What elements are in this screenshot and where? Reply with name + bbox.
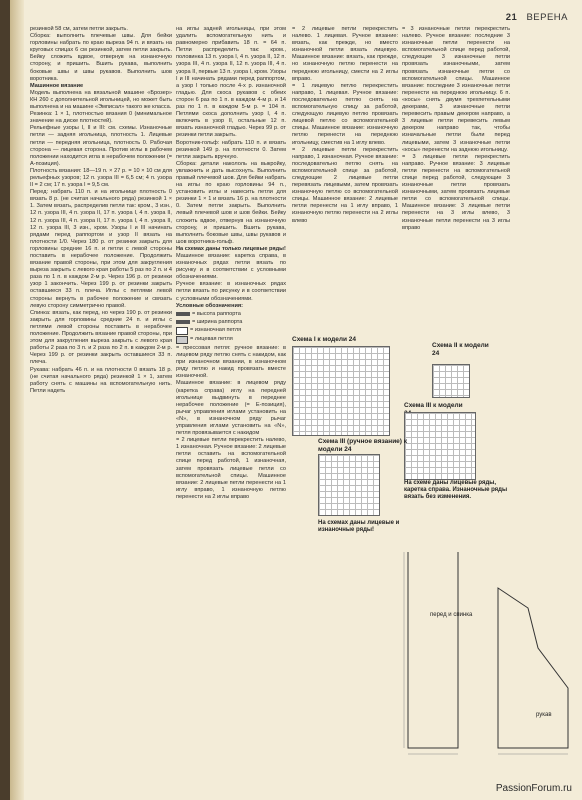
paragraph: Ручное вязание: в изнаночных рядах петли вязать по рисунку и в соответствии с условными обозначениями.	[176, 281, 286, 302]
paragraph: Машинное вязание: каретка справа, в изнаночных рядах петли вязать по рисунку и в соответствии с условными обозначениями.	[176, 253, 286, 281]
legend-item: = высота раппорта	[176, 311, 286, 318]
legend-item: = ширина раппорта	[176, 319, 286, 326]
paragraph: Модель выполнена на вязальной машине «Брозер» КН 260 с дополнительной игольницей, но может быть выполнена и на машине «Эмписал» такого же класса.	[30, 89, 172, 111]
paragraph: Сборка: детали накололь на выкройку, увлажнить и дать высохнуть. Выполнить правый плечевой шов. Для бейки набрать на иглы по краю горловины 94 п., установить иглы и навесить петли для резинки 1 × 1 и вязать 16 р. на плотности 0. Затем петли закрыть. Выполнить левый плечевой шов и шов бейки. Бейку сложить вдвое, отвернув на изнаночную сторону, и пришить. Вшить рукава, выполнить боковые швы, швы рукавов и шов воротника-гольф.	[176, 160, 286, 245]
sleeve-label: рукав	[536, 712, 552, 718]
legend-item: = изнаночная петля	[176, 327, 286, 335]
front-outline	[408, 552, 458, 748]
paragraph-heading: Машинное вязание	[30, 82, 84, 89]
purl-symbol-icon	[176, 327, 188, 335]
legend-text: = 2 лицевые петли перекрестить налево, 1 изнаночная. Ручное вязание: 2 лицевые петли оставить на вспомогательной спице перед работой, 1 изнаночная, затем провязать лицевые петли со вспомогательной спицы. Машинное вязание: 2 лицевые петли перенести на 1 иглу вправо, 1 изнаночную петлю перенести на 2 иглы вправо	[176, 437, 286, 500]
sleeve-outline	[498, 588, 568, 748]
width-symbol-icon	[176, 320, 190, 324]
paragraph-heading: На схемах даны только лицевые ряды!	[176, 245, 286, 252]
page-number: 21	[505, 12, 518, 23]
front-label: перед и спинка	[430, 612, 473, 618]
scheme-4-title: Схема III (ручное вязание) к модели 24	[318, 438, 408, 453]
paragraph: Спинка: вязать, как перед, но через 190 р. от резинки закрыть для горловины средние 24 п. и иглы с петлями левой стороны поставить в нерабочее положение. Продолжить вязание правой стороны, при этом для закругления выреза закрыть с левого края работы 2 раза по 3 п. и 2 раза по 2 п. в каждом 2-м р. Через 199 р. от резинки закрыть оставшиеся 33 п. плеча.	[30, 309, 172, 366]
knit-symbol-icon	[176, 336, 188, 344]
legend	[176, 311, 286, 501]
paragraph: резинкой 58 см, затем петли закрыть.	[30, 26, 128, 32]
paragraph: = 3 изнаночные петли перекрестить налево. Ручное вязание: последние 3 изнаночные петли перенести на вспомогательной спице перед работой, следующие 3 изнаночные петли провязать изнаночными, затем провязать изнаночные петли со вспомогательной спицы. Машинное вязание: последние 3 изнаночные петли перенести на переднюю игольницу. 6 п. «косы» снять двумя трехпетельными декерами, 3 изнаночные петли перевесить правым декером направо, а 3 лицевые петли перевесить левым декером направо так, чтобы изначальные петли были перед лицевыми, затем 3 изнаночные петли «косы» перенести на заднюю игольницу.	[402, 26, 510, 153]
text-column-1	[30, 26, 172, 395]
scheme-1-grid	[292, 346, 390, 436]
scheme-note-2: На схеме даны лицевые ряды, каретка справа. Изнаночные ряды вязать без изменения.	[404, 480, 508, 500]
front-back-outline	[408, 552, 568, 748]
paragraph: Рельефные узоры I, II и III: см. схемы. Изнаночные петли — задняя игольница, плотность 1. Лицевые петли — передняя игольница, плотность 0. Рабочая сторона — лицевая сторона. Против иглы в рабочем положении находится игла в нерабочем положении (= А-позиция).	[30, 125, 172, 167]
paragraph: Резинка: 1 × 1, плотностью вязания 0 (минимальное значение на диске плотностей).	[30, 111, 172, 125]
paragraph: на иглы задней игольницы, при этом удалить вспомогательную нить и равномерно прибавить 18 п. = 64 п. Петли распределить так: кром., половинка 13 п. узора I, 4 п. узора II, 12 п. узора III, 4 п. узора II, 12 п. узора III, 4 п. узора II, первые 13 п. узора I, кром. Узоры I и III начинать рядами перед раппортом, а узор I только после 4-х р. изнаночной гладью. Для скоса рукавов с обеих сторон 6 раз по 1 п. в каждом 4-м р. и 14 раз по 1 п. в каждом 5-м р. = 104 п. Петлями скоса дополнить узор I, 4 п. включить в узор II, остальные 12 п. вязать изнаночной гладью. Через 99 р. от резинки петли закрыть.	[176, 26, 286, 139]
paragraph: Перед: набрать 110 п. и на игольнице плотность 0 вязать 8 р. (не считая начального ряда) резинкой 1 × 1. Затем вязать, распределив петли так: кром., 3 изн., 12 п. узора III, 4 п. узора II, 17 п. узора I, 4 п. узора II, 12 п. узора III, 4 п. узора II, 17 п. узора I, 4 п. узора II, 12 п. узора III, 3 изн., кром. Узоры I и III начинать рядами перед раппортом и узор II вязать на плотности 1/0. Через 180 р. от резинки закрыть для горловины средние 16 п. и петли с левой стороны поставить в нерабочее положение. Продолжить вязание правой стороны, при этом для закругления выреза закрыть с левого края работы 5 раз по 2 п. и 4 раза по 1 п. в каждом 2-м р. Через 196 р. от резинки узор 1 закончить. Через 199 р. от резинки закрыть оставшиеся 33 п. плеча. Иглы с петлями левой стороны вернуть в рабочее положение и связать левую сторону симметрично правой.	[30, 189, 172, 309]
dimension-lines	[404, 552, 568, 754]
garment-schematic	[398, 548, 578, 768]
paragraph: = 2 лицевые петли перекрестить налево. 1 лицевая. Ручное вязание: вязать, как прежде, но вместо изнаночной петли вязать лицевую. Машинное вязание: вязать, как прежде, но изнаночную петлю перенести на переднюю игольницу, смести на 2 иглы вправо.	[292, 26, 398, 82]
text-column-2	[176, 26, 286, 501]
text-column-4	[402, 26, 510, 232]
scheme-1-title: Схема I к модели 24	[292, 336, 357, 343]
paragraph: Воротник-гольф: набрать 110 п. и вязать резинкой 149 р. на плотности 0. Затем петли закрыть вручную.	[176, 139, 286, 160]
paragraph: = 3 лицевые петли перекрестить направо. Ручное вязание: 3 лицевые петли перенести на вспомогательной спице перед работой, следующие 3 изнаночные петли провязать изнаночными, затем провязать лицевые петли со вспомогательной спицы. Машинное вязание: 3 лицевые петли перенести на 3 иглы влево, 3 изнаночные петли перенести на 3 иглы вправо	[402, 153, 510, 231]
scheme-2-title: Схема II к модели 24	[432, 342, 489, 357]
scheme-3-grid	[404, 412, 476, 480]
page-spine	[10, 0, 24, 800]
legend-text: Машинное вязание: в лицевом ряду (каретка справа) иглу на передней игольнице выдвинуть в переднее нерабочее положение (= Е-позиция), рычаг управления иглами установить на «N», в изнаночном ряду рычаг управления иглами установить на «N», петля провязывается с накидом	[176, 380, 286, 437]
scheme-note-1: На схемах даны лицевые и изнаночные ряды!	[318, 520, 400, 533]
legend-text: = прессовая петля: ручное вязание: в лицевом ряду петлю снять с накидом, как при изнаночном вязании, в изнаночном ряду петлю и накид провязать вместе изнаночной.	[176, 344, 286, 380]
site-watermark: PassionForum.ru	[495, 783, 572, 794]
paragraph: = 1 лицевую петлю перекрестить направо, 1 лицевая. Ручное вязание: последовательно петлю снять на вспомогательную спицу за работой, следующую лицевую петлю провязать лицевой петлю со вспомогательной спицы. Машинное вязание: изнаночную петлю перенести на переднюю игольницу, сместив на 1 иглу влево.	[292, 82, 398, 146]
legend-item: = лицевая петля	[176, 336, 286, 344]
scheme-4-grid	[318, 454, 380, 516]
page-header	[506, 12, 568, 23]
paragraph-heading: Условные обозначения:	[176, 302, 244, 309]
paragraph: Плотность вязания: 18—19 п. × 27 р. = 10 × 10 см для рельефных узоров; 12 п. узора III = 6,5 см; 4 п. узора II = 2 см; 17 п. узора I = 9,5 см.	[30, 167, 172, 189]
paragraph: Сборка: выполнить плечевые швы. Для бейки горловины набрать по краю выреза 94 п. и вязать на круговых спицах 6 см резинкой, затем петли закрыть. Бейку сложить вдвое, отвернув на изнаночную сторону, и пришить. Вшить рукава, выполнить боковые швы и швы рукавов. Выполнить шов воротника.	[30, 33, 172, 82]
paragraph: Рукава: набрать 46 п. и на плотности 0 вязать 18 р. (не считая начального ряда) резинкой 1 × 1, затем работу снять с машины на вспомогательную нить. Петли надеть	[30, 366, 172, 394]
height-symbol-icon	[176, 312, 190, 316]
paragraph: = 2 лицевые петли перекрестить направо, 1 изнаночная. Ручное вязание: последовательно петлю снять на вспомогательной спице за работой, следующие 2 лицевые петли перевязать лицевыми, затем провязать изнаночную петлю со вспомогательной спицы. Машинное вязание: 2 лицевые петли перенести на 1 иглу вправо, 1 изнаночную петлю перенести на 2 иглы влево	[292, 146, 398, 224]
scheme-3-title: Схема III к модели	[404, 402, 463, 409]
scheme-2-grid	[432, 364, 470, 398]
text-column-3	[292, 26, 398, 225]
magazine-title: ВЕРЕНА	[526, 12, 568, 23]
